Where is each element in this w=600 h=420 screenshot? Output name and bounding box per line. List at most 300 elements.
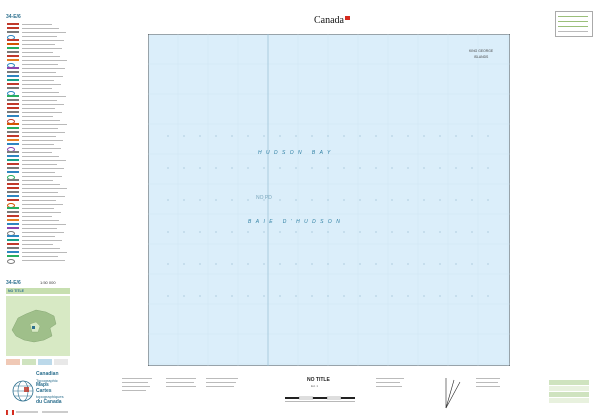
legend-symbol: [7, 219, 19, 221]
sounding-dot: [328, 232, 329, 233]
sounding-dot: [392, 296, 393, 297]
legend-symbol: [7, 163, 19, 165]
canada-wordmark-text: Canada: [314, 15, 344, 26]
footer-text-line: [476, 382, 498, 383]
legend-symbol: [7, 255, 19, 257]
sounding-dot: [472, 168, 473, 169]
legend-symbol: [7, 207, 19, 209]
sounding-dot: [200, 232, 201, 233]
footer-text-line: [376, 386, 402, 387]
legend-text-line: [22, 108, 55, 109]
legend-symbol: [7, 55, 19, 57]
sounding-dot: [264, 264, 265, 265]
legend-row: [6, 83, 70, 86]
legend-symbol: [7, 139, 19, 141]
index-blocks: [6, 358, 70, 366]
sounding-dot: [472, 264, 473, 265]
legend-row: [6, 175, 70, 178]
legend-text-line: [22, 168, 64, 169]
legend-column: [6, 14, 70, 414]
sounding-dot: [200, 168, 201, 169]
legend-text-line: [22, 120, 60, 121]
king-george-line1: KING GEORGE: [469, 49, 494, 53]
sounding-dot: [408, 264, 409, 265]
sounding-dot: [440, 168, 441, 169]
legend-text-line: [22, 136, 56, 137]
sounding-dot: [232, 264, 233, 265]
locator-canada-map: [10, 306, 58, 346]
sounding-dot: [408, 232, 409, 233]
ctm-line6: du Canada: [36, 398, 62, 405]
legend-symbol: [7, 43, 19, 45]
legend-symbol: [7, 79, 19, 81]
legend-symbol: [7, 247, 19, 249]
legend-text-line: [22, 44, 55, 45]
legend-symbol: [7, 167, 19, 169]
sounding-dot: [392, 264, 393, 265]
sounding-dot: [216, 168, 217, 169]
legend-symbol: [7, 179, 19, 181]
sounding-dot: [312, 232, 313, 233]
legend-text-line: [22, 132, 65, 133]
footer-text-line: [166, 386, 196, 387]
legend-row: [6, 195, 70, 198]
sounding-dot: [296, 136, 297, 137]
legend-row: [6, 59, 70, 62]
sounding-dot: [456, 296, 457, 297]
sounding-dot: [264, 168, 265, 169]
sounding-dot: [296, 232, 297, 233]
sounding-dot: [312, 136, 313, 137]
legend-row: [6, 199, 70, 202]
legend-text-line: [22, 228, 57, 229]
sounding-dot: [296, 200, 297, 201]
sounding-dot: [440, 264, 441, 265]
edition-band: [549, 386, 589, 391]
ctm-line3: Maps: [36, 382, 49, 388]
sounding-dot: [296, 168, 297, 169]
legend-row: [6, 147, 70, 150]
info-line: [558, 26, 588, 27]
sounding-dot: [424, 264, 425, 265]
sounding-dot: [296, 296, 297, 297]
sounding-dot: [456, 168, 457, 169]
sounding-dot: [408, 296, 409, 297]
legend-symbol: [7, 135, 19, 137]
sounding-dot: [312, 200, 313, 201]
legend-symbol: [7, 251, 19, 253]
legend-row: [6, 139, 70, 142]
sounding-dot: [296, 264, 297, 265]
legend-text-line: [22, 128, 58, 129]
legend-row: [6, 143, 70, 146]
legend-text-line: [22, 104, 64, 105]
legend-text-line: [22, 240, 62, 241]
locator-title-bar: NO TITLE: [6, 288, 70, 294]
sounding-dot: [360, 296, 361, 297]
sounding-dot: [472, 232, 473, 233]
legend-row: [6, 127, 70, 130]
legend-row: [6, 35, 70, 38]
legend-symbol: [7, 27, 19, 29]
legend-symbol: [7, 151, 19, 153]
info-line: [558, 21, 588, 22]
info-line: [558, 31, 588, 32]
sounding-dot: [168, 296, 169, 297]
sounding-dot: [216, 296, 217, 297]
legend-row: [6, 227, 70, 230]
sounding-dot: [344, 200, 345, 201]
legend-text-line: [22, 216, 52, 217]
legend-text-line: [22, 180, 53, 181]
canada-flag-icon: [345, 16, 350, 20]
sounding-dot: [280, 136, 281, 137]
legend-text-line: [22, 176, 62, 177]
sounding-dot: [456, 200, 457, 201]
legend-row: [6, 255, 70, 258]
legend-text-line: [22, 248, 60, 249]
legend-text-line: [22, 164, 57, 165]
legend-row: [6, 219, 70, 222]
footer-text-line: [122, 390, 146, 391]
legend-row: [6, 67, 70, 70]
legend-row: [6, 43, 70, 46]
legend-row: [6, 91, 70, 94]
footer-text-line: [206, 378, 238, 379]
legend-row: [6, 31, 70, 34]
legend-text-line: [22, 36, 57, 37]
sounding-dot: [232, 168, 233, 169]
legend-symbol: [7, 39, 19, 41]
legend-row: [6, 259, 70, 262]
sounding-dot: [184, 168, 185, 169]
sounding-dot: [376, 264, 377, 265]
sounding-dot: [408, 168, 409, 169]
legend-text-line: [22, 72, 56, 73]
legend-text-line: [22, 252, 67, 253]
legend-text-line: [22, 124, 67, 125]
sounding-dot: [344, 168, 345, 169]
sounding-dot: [248, 296, 249, 297]
footer-text-line: [166, 378, 196, 379]
legend-row: [6, 211, 70, 214]
legend-row: [6, 183, 70, 186]
legend-symbol: [7, 111, 19, 113]
sheet-code-bottom: 34-E/6: [6, 280, 21, 286]
legend-symbol: [7, 127, 19, 129]
sounding-dot: [392, 136, 393, 137]
legend-text-line: [22, 152, 52, 153]
footer-text-line: [206, 382, 236, 383]
sounding-dot: [376, 200, 377, 201]
legend-row: [6, 167, 70, 170]
sounding-dot: [280, 264, 281, 265]
map-title: NO TITLE: [307, 377, 330, 383]
sounding-dot: [456, 136, 457, 137]
legend-text-line: [22, 32, 66, 33]
legend-row: [6, 119, 70, 122]
legend-symbol: [7, 47, 19, 49]
footer-text-line: [376, 382, 400, 383]
sounding-dot: [280, 200, 281, 201]
sounding-dot: [488, 264, 489, 265]
legend-text-line: [22, 184, 60, 185]
locator-panel: [6, 296, 70, 356]
sounding-dot: [344, 136, 345, 137]
legend-symbol: [7, 51, 19, 53]
edition-band: [549, 398, 589, 403]
footer-text-line: [476, 386, 500, 387]
footer-text-line: [476, 378, 500, 379]
legend-symbol: [7, 115, 19, 117]
legend-symbol: [7, 143, 19, 145]
legend-text-line: [22, 144, 54, 145]
legend-row: [6, 79, 70, 82]
sounding-dot: [216, 200, 217, 201]
sounding-dot: [392, 232, 393, 233]
legend-symbol: [7, 239, 19, 241]
map-canvas: [148, 34, 510, 366]
sounding-dot: [168, 264, 169, 265]
edition-band: [549, 380, 589, 385]
legend-symbol: [7, 195, 19, 197]
legend-row: [6, 215, 70, 218]
legend-row: [6, 159, 70, 162]
sounding-dot: [216, 264, 217, 265]
legend-text-line: [22, 236, 55, 237]
legend-text-line: [22, 196, 65, 197]
king-george-line2: ISLANDS: [473, 55, 489, 59]
legend-symbol: [7, 123, 19, 125]
sounding-dot: [200, 296, 201, 297]
sounding-dot: [488, 168, 489, 169]
legend-text-line: [22, 208, 54, 209]
sounding-dot: [440, 136, 441, 137]
legend-text-line: [22, 204, 63, 205]
canada-wordmark: [314, 15, 350, 26]
sounding-dot: [360, 136, 361, 137]
sounding-dot: [456, 264, 457, 265]
legend-symbol: [7, 227, 19, 229]
sounding-dot: [168, 168, 169, 169]
legend-text-line: [22, 48, 62, 49]
edition-band: [549, 392, 589, 397]
legend-row: [6, 55, 70, 58]
legend-symbol: [7, 103, 19, 105]
sounding-dot: [424, 296, 425, 297]
sounding-dot: [232, 232, 233, 233]
sounding-dot: [392, 168, 393, 169]
sounding-dot: [344, 264, 345, 265]
legend-row: [6, 247, 70, 250]
legend-symbol: [7, 99, 19, 101]
legend-text-line: [22, 220, 59, 221]
legend-text-line: [22, 156, 59, 157]
legend-symbol: [7, 243, 19, 245]
legend-row: [6, 51, 70, 54]
legend-text-line: [22, 192, 58, 193]
sounding-dot: [184, 136, 185, 137]
info-line: [558, 16, 588, 17]
sounding-dot: [216, 136, 217, 137]
sounding-dot: [248, 136, 249, 137]
sounding-dot: [344, 232, 345, 233]
footer-text-line: [122, 386, 150, 387]
legend-text-line: [22, 24, 52, 25]
sounding-dot: [184, 232, 185, 233]
map-frame: [148, 34, 510, 366]
legend-symbol: [7, 23, 19, 25]
sounding-dot: [200, 136, 201, 137]
sounding-dot: [232, 136, 233, 137]
sounding-dot: [424, 136, 425, 137]
legend-row: [6, 163, 70, 166]
legend-symbol: [7, 199, 19, 201]
sounding-dot: [280, 168, 281, 169]
legend-row: [6, 63, 70, 66]
legend-symbol: [7, 211, 19, 213]
sounding-dot: [280, 232, 281, 233]
sounding-dot: [232, 296, 233, 297]
legend-symbol: [7, 159, 19, 161]
legend-text-line: [22, 92, 59, 93]
ctm-line5: topographiques: [36, 394, 64, 399]
legend-text-line: [22, 148, 61, 149]
legend-row: [6, 235, 70, 238]
legend-text-line: [22, 200, 56, 201]
map-edition: Ed. 1: [311, 384, 319, 388]
legend-symbol: [7, 71, 19, 73]
sounding-dot: [360, 264, 361, 265]
sounding-dot: [248, 264, 249, 265]
legend-symbol: [7, 83, 19, 85]
legend-text-line: [22, 96, 66, 97]
legend-row: [6, 171, 70, 174]
footer-text-line: [122, 378, 152, 379]
sounding-dot: [408, 200, 409, 201]
label-baie-dhudson: BAIE D'HUDSON: [248, 219, 345, 225]
legend-symbol: [7, 75, 19, 77]
label-no-pd: NO PD: [256, 195, 272, 201]
sounding-dot: [312, 264, 313, 265]
legend-symbol: [7, 87, 19, 89]
declination-diagram: [440, 376, 466, 410]
sounding-dot: [376, 232, 377, 233]
sounding-dot: [344, 296, 345, 297]
legend-symbol: [7, 259, 15, 264]
legend-row: [6, 75, 70, 78]
legend-text-line: [22, 140, 63, 141]
sounding-dot: [264, 232, 265, 233]
sounding-dot: [264, 296, 265, 297]
legend-row: [6, 135, 70, 138]
legend-symbol: [7, 215, 19, 217]
sounding-dot: [200, 264, 201, 265]
legend-symbol: [7, 95, 19, 97]
legend-row: [6, 251, 70, 254]
legend-symbol: [7, 107, 19, 109]
legend-row: [6, 239, 70, 242]
legend-symbol: [7, 235, 19, 237]
sounding-dot: [376, 136, 377, 137]
sounding-dot: [424, 168, 425, 169]
legend-row: [6, 99, 70, 102]
sounding-dot: [168, 232, 169, 233]
sounding-dot: [440, 232, 441, 233]
sounding-dot: [280, 296, 281, 297]
legend-row: [6, 207, 70, 210]
canada-flag-footer: [6, 410, 70, 416]
sounding-dot: [360, 168, 361, 169]
label-hudson-bay: HUDSON BAY: [258, 150, 335, 156]
legend-row: [6, 107, 70, 110]
legend-row: [6, 187, 70, 190]
legend-row: [6, 231, 70, 234]
sounding-dot: [248, 168, 249, 169]
legend-text-line: [22, 64, 58, 65]
legend-row: [6, 131, 70, 134]
globe-grid-icon: [12, 380, 34, 402]
sounding-dot: [488, 232, 489, 233]
sounding-dot: [424, 200, 425, 201]
sounding-dot: [472, 200, 473, 201]
sounding-dot: [328, 296, 329, 297]
legend-row: [6, 103, 70, 106]
legend-row: [6, 95, 70, 98]
legend-row: [6, 151, 70, 154]
sounding-dot: [216, 232, 217, 233]
legend-row: [6, 71, 70, 74]
legend-symbol: [7, 155, 19, 157]
footer-text-line: [166, 382, 194, 383]
sounding-dot: [376, 296, 377, 297]
legend-list: [6, 23, 70, 268]
legend-symbol: [7, 191, 19, 193]
legend-row: [6, 155, 70, 158]
legend-symbol: [7, 187, 19, 189]
sounding-dot: [312, 168, 313, 169]
sounding-dot: [424, 232, 425, 233]
sounding-dot: [264, 136, 265, 137]
sounding-dot: [360, 232, 361, 233]
legend-text-line: [22, 88, 52, 89]
legend-row: [6, 87, 70, 90]
legend-row: [6, 191, 70, 194]
footer-text-line: [376, 378, 404, 379]
legend-text-line: [22, 224, 66, 225]
label-king-george-islands: [469, 48, 493, 60]
sheet-code-top: 34-E/6: [6, 14, 21, 20]
legend-symbol: [7, 59, 19, 61]
legend-symbol: [7, 131, 19, 133]
legend-row: [6, 47, 70, 50]
legend-row: [6, 123, 70, 126]
legend-text-line: [22, 76, 63, 77]
ctm-text: [36, 372, 64, 405]
sounding-dot: [168, 200, 169, 201]
scale-bar: [285, 393, 355, 405]
sounding-dot: [376, 168, 377, 169]
legend-row: [6, 243, 70, 246]
legend-text-line: [22, 68, 65, 69]
ctm-line1: Canadian: [36, 371, 59, 377]
legend-row: [6, 27, 70, 30]
legend-row: [6, 203, 70, 206]
sounding-dot: [328, 136, 329, 137]
legend-text-line: [22, 244, 53, 245]
legend-row: [6, 179, 70, 182]
sounding-dot: [328, 168, 329, 169]
